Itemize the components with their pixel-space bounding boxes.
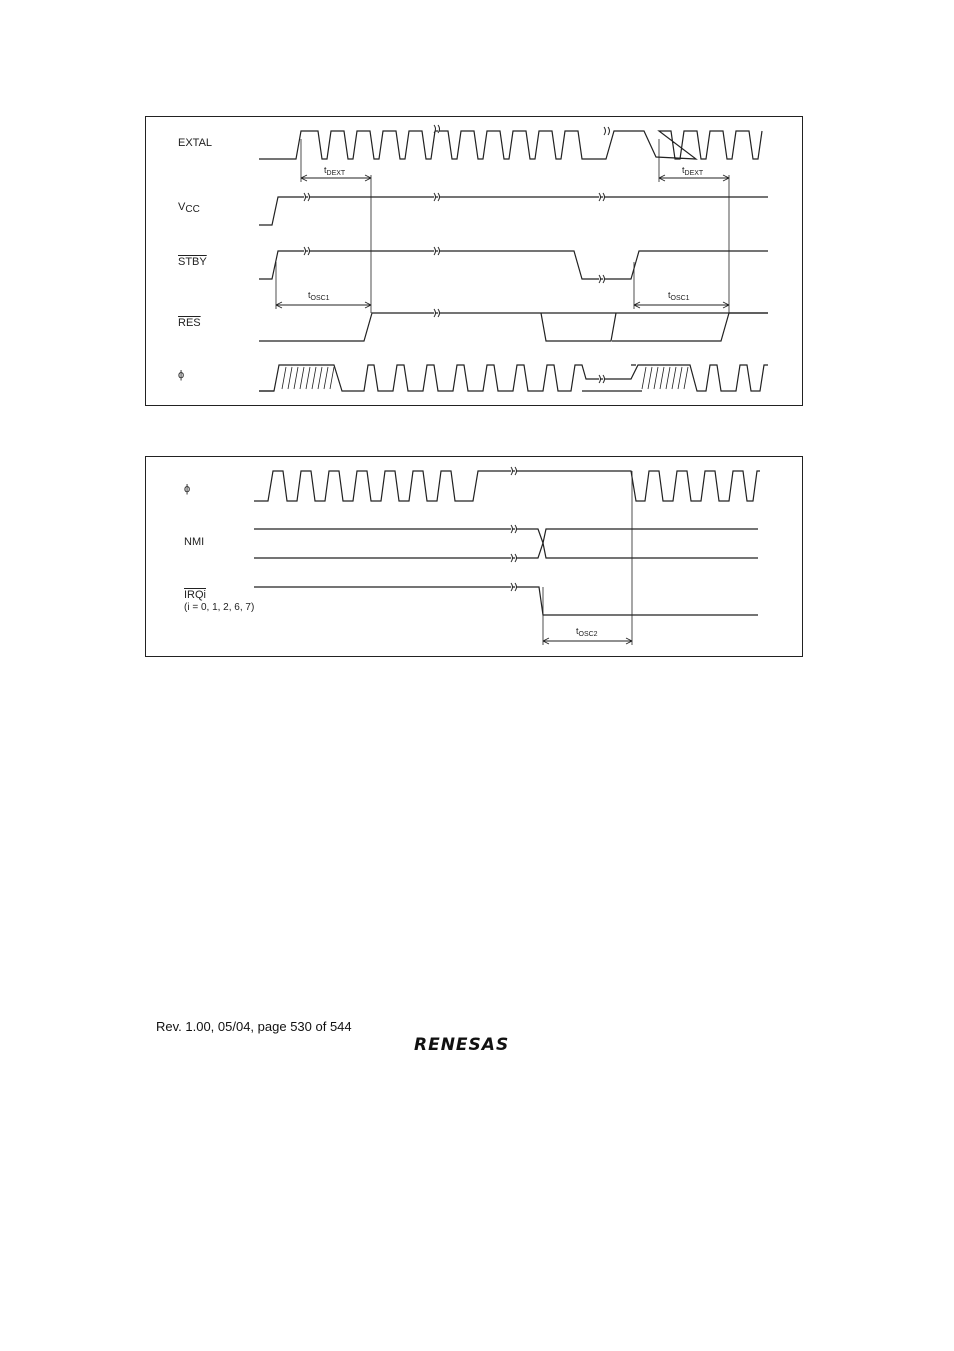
tosc1-label-1 — [308, 290, 330, 302]
tdext-2-main: t — [682, 165, 685, 175]
renesas-logo: RENESAS — [414, 1035, 510, 1055]
stby-waveform — [259, 251, 768, 279]
phi-hatch-2 — [642, 367, 688, 389]
break-mark-extal-1 — [434, 125, 440, 133]
tosc1-1-main: t — [308, 290, 311, 300]
interrupt-waveforms — [146, 457, 804, 658]
phi-waveform-2 — [254, 471, 760, 501]
extal-label: EXTAL — [178, 137, 213, 149]
page-footer: Rev. 1.00, 05/04, page 530 of 544 — [156, 1019, 352, 1034]
tdext-1-main: t — [324, 165, 327, 175]
irq-note: (i = 0, 1, 2, 6, 7) — [184, 602, 255, 613]
timing-diagram-interrupt-recovery — [145, 456, 803, 657]
phi-label-2: ϕ — [184, 483, 191, 495]
tosc1-1-sub: OSC1 — [310, 295, 330, 302]
vcc-label-main: V — [178, 201, 186, 213]
break-mark-extal-2 — [604, 127, 610, 135]
nmi-label: NMI — [184, 536, 205, 548]
standby-waveforms — [146, 117, 804, 407]
tosc2-main: t — [576, 626, 579, 636]
nmi-waveform-low — [254, 543, 758, 558]
irqi-label: IRQi — [184, 589, 206, 601]
extal-waveform — [259, 131, 762, 159]
tdext-label-2 — [682, 165, 703, 177]
vcc-label — [178, 201, 200, 215]
phi-label: ϕ — [178, 369, 185, 381]
arrow-tosc1-1 — [276, 302, 371, 308]
tosc2-label — [576, 626, 598, 638]
phi-low-line — [259, 365, 642, 391]
tdext-label-1 — [324, 165, 345, 177]
tosc2-sub: OSC2 — [578, 631, 598, 638]
phi-hatch-1 — [282, 367, 334, 389]
vcc-label-sub: CC — [185, 204, 200, 215]
tosc1-2-main: t — [668, 290, 671, 300]
tdext-1-sub: DEXT — [326, 170, 346, 177]
arrow-tosc1-2 — [634, 302, 729, 308]
phi-waveform — [259, 365, 768, 391]
res-waveform — [259, 313, 768, 341]
tdext-2-sub: DEXT — [684, 170, 704, 177]
timing-diagram-standby — [145, 116, 803, 406]
arrow-tosc2 — [543, 638, 632, 644]
res-waveform-drop — [541, 313, 616, 341]
tosc1-2-sub: OSC1 — [670, 295, 690, 302]
irq-waveform — [254, 587, 758, 615]
nmi-waveform-high — [254, 529, 758, 543]
tosc1-label-2 — [668, 290, 690, 302]
res-waveform-second — [612, 313, 768, 341]
res-label: $\overline{RES}$ — [178, 317, 201, 329]
stby-label: STBY — [178, 256, 207, 268]
vcc-waveform — [259, 197, 768, 225]
